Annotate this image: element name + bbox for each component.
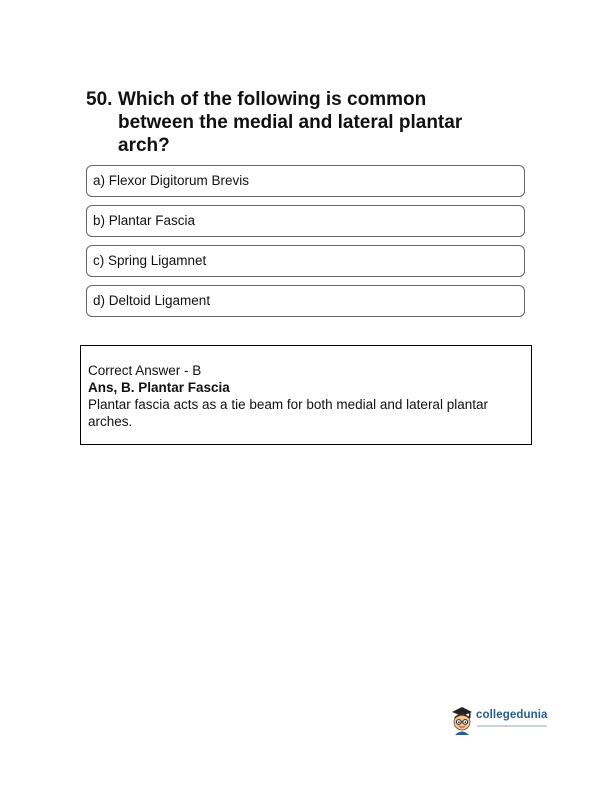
answer-heading: Ans, B. Plantar Fascia (88, 380, 230, 395)
correct-answer: Correct Answer - B (88, 363, 202, 378)
option-a[interactable]: a) Flexor Digitorum Brevis (86, 165, 525, 197)
logo-text: collegedunia (476, 709, 548, 721)
answer-explanation: Plantar fascia acts as a tie beam for both medial and lateral plantar arches. (88, 397, 488, 429)
option-d[interactable]: d) Deltoid Ligament (86, 285, 525, 317)
option-c[interactable]: c) Spring Ligamnet (86, 245, 525, 277)
options-list (86, 165, 525, 325)
question-number: 50. (86, 89, 113, 110)
question (86, 88, 506, 157)
mascot-icon (450, 705, 474, 735)
collegedunia-logo (450, 703, 550, 737)
logo-tagline-bar (477, 725, 547, 727)
answer-box (80, 345, 532, 445)
option-b[interactable]: b) Plantar Fascia (86, 205, 525, 237)
question-text: Which of the following is common between the medial and lateral plantar arch? (118, 89, 463, 156)
